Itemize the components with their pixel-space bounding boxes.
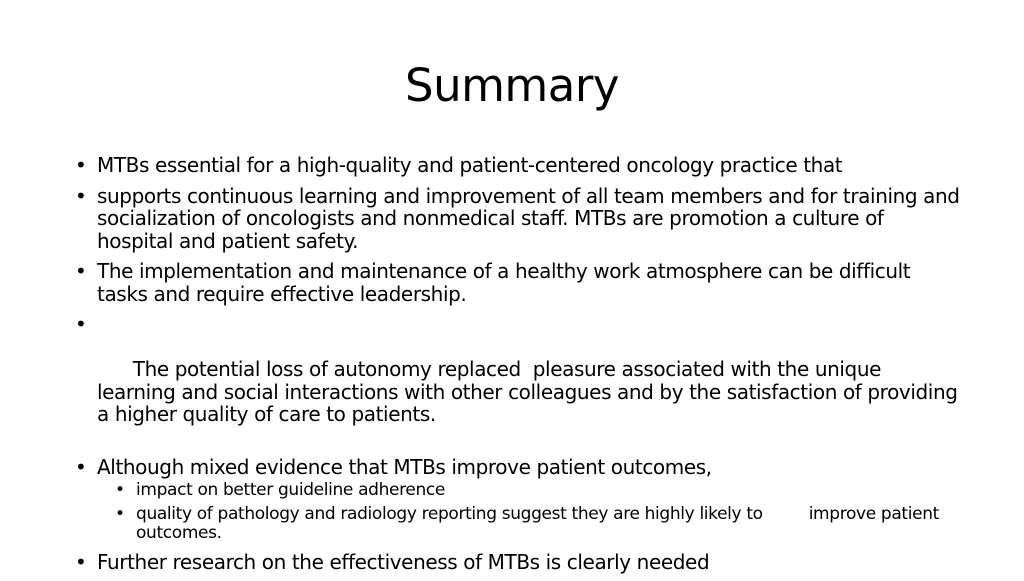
bullet-dot-icon: • (75, 153, 87, 177)
bullet-dot-icon: • (75, 259, 87, 283)
bullet-text: MTBs essential for a high-quality and patient-centered oncology practice that (97, 153, 843, 177)
bullet-text: supports continuous learning and improvement of all team members and for training and socialization of oncologists and nonmedical staff. MTBs are promotion a culture of hospital and patient safety. (97, 183, 960, 253)
sub-bullet-dot-icon: • (115, 479, 125, 500)
bullet-dot-icon: • (75, 549, 87, 574)
bullet-dot-icon: • (75, 455, 87, 479)
bullet-item (0, 456, 960, 543)
sub-bullet-item (97, 505, 945, 543)
bullet-text: The implementation and maintenance of a healthy work atmosphere can be difficult tasks and require effective leadership. (97, 259, 911, 306)
bullet-item (0, 185, 960, 253)
bullet-dot-icon: • (75, 312, 87, 336)
bullet-text: Although mixed evidence that MTBs improve patient outcomes, (97, 455, 712, 479)
bullet-dot-icon: • (75, 183, 87, 208)
sub-bullet-text: impact on better guideline adherence (136, 479, 446, 500)
sub-bullet-dot-icon: • (115, 503, 125, 524)
sub-bullet-list (97, 481, 960, 543)
bullet-item (0, 260, 960, 305)
slide-title: Summary (405, 59, 619, 112)
bullet-text: The potential loss of autonomy replaced pleasure associated with the unique learning and social interactions with other colleagues and by the satisfaction of providing a higher quality of care to patients. (97, 357, 964, 426)
bullet-item (0, 154, 960, 177)
bullet-item (0, 551, 960, 574)
sub-bullet-item (97, 481, 945, 500)
sub-bullet-text-continued: improve patient outcomes. (136, 503, 939, 543)
bullet-item (0, 312, 964, 448)
sub-bullet-text: quality of pathology and radiology reporting suggest they are highly likely to (136, 503, 763, 524)
bullet-list (0, 153, 964, 581)
bullet-text: Further research on the effectiveness of MTBs is clearly needed (97, 549, 710, 574)
